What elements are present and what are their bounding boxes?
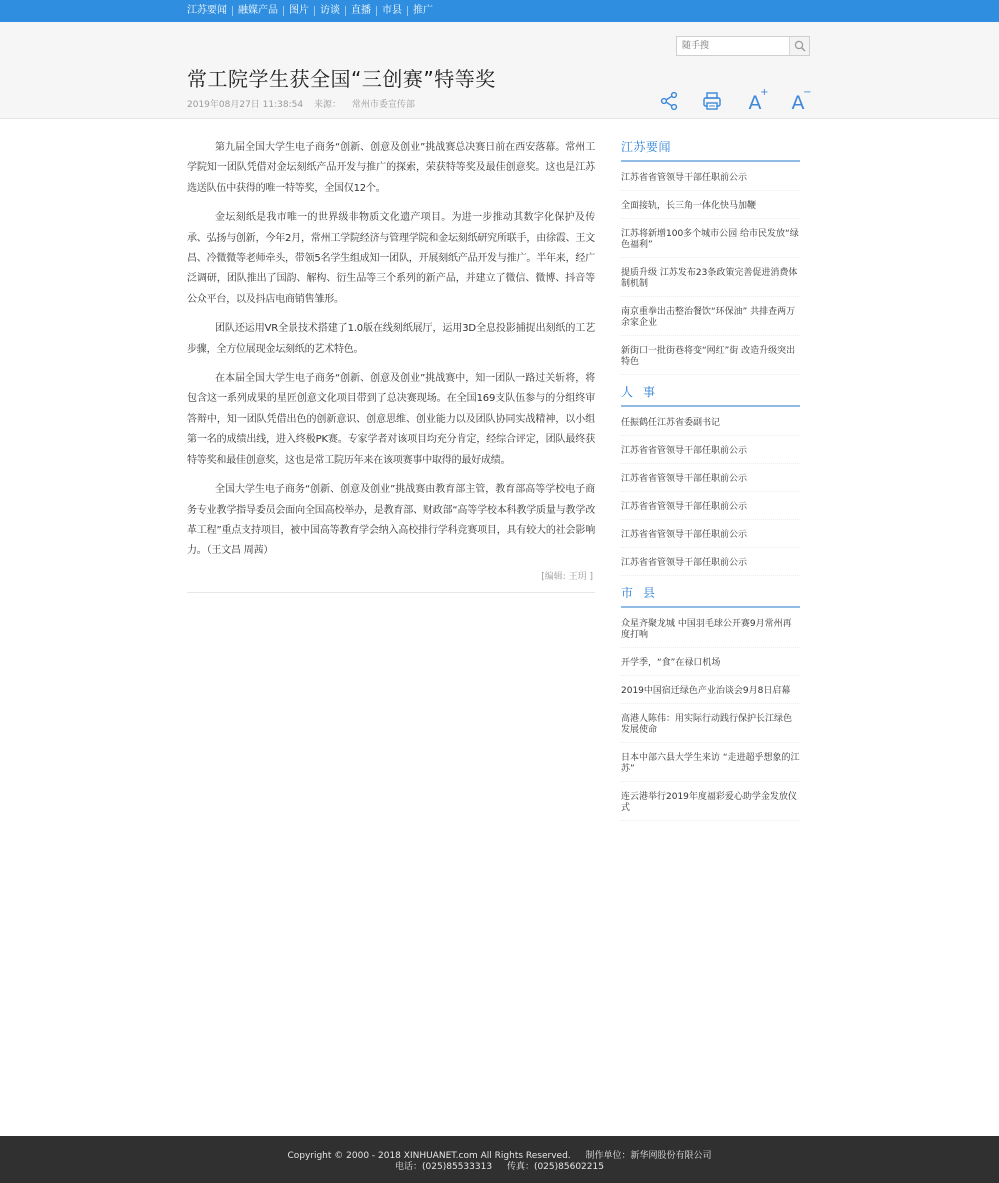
sidebar-heading-jiangsu-news[interactable]: 江苏要闻 (621, 138, 800, 162)
sidebar-news-link[interactable]: 新街口一批街巷将变“网红”街 改造升级突出特色 (621, 342, 800, 375)
sidebar-news-link[interactable]: 高港人陈伟：用实际行动践行保护长江绿色发展使命 (621, 710, 800, 743)
article-paragraph: 金坛刻纸是我市唯一的世界级非物质文化遗产项目。为进一步推动其数字化保护及传承、弘扬与创新，今年2月，常州工学院经济与管理学院和金坛刻纸研究所联手，由徐霞、王文昌、冷微微等老师牵头，带领5名学生组成知一团队，开展刻纸产品开发与推广。半年来，经广泛调研，团队推出了国韵、解构、衍生品等三个系列的新产品，并建立了微信、微博、抖音等公众平台，以及抖店电商销售雏形。 (187, 212, 595, 305)
nav-divider (314, 6, 315, 16)
top-nav-links (183, 0, 437, 22)
nav-item-live[interactable]: 直播 (351, 5, 371, 16)
article-tools (658, 87, 812, 114)
footer-copyright: Copyright © 2000 - 2018 XINHUANET.com All Rights Reserved. (287, 1151, 571, 1161)
top-nav-bar (0, 0, 999, 22)
sidebar-news-link[interactable]: 提质升级 江苏发布23条政策完善促进消费体制机制 (621, 264, 800, 297)
sidebar-news-link[interactable]: 南京重拳出击整治餐饮“环保油” 共排查两万余家企业 (621, 303, 800, 336)
search-icon (794, 37, 806, 56)
nav-item-promotion[interactable]: 推广 (413, 5, 433, 16)
page-footer (0, 1136, 999, 1183)
sidebar-news-link[interactable]: 江苏省省管领导干部任职前公示 (621, 442, 800, 464)
article-title: 常工院学生获全国“三创赛”特等奖 (187, 67, 496, 91)
nav-item-cities[interactable]: 市县 (382, 5, 402, 16)
sidebar-list-personnel (621, 414, 800, 576)
content-divider (187, 592, 595, 593)
sidebar-news-link[interactable]: 江苏省省管领导干部任职前公示 (621, 498, 800, 520)
sidebar-news-link[interactable]: 连云港举行2019年度福彩爱心助学金发放仪式 (621, 788, 800, 821)
article-paragraph: 第九届全国大学生电子商务“创新、创意及创业”挑战赛总决赛日前在西安落幕。常州工学院知一团队凭借对金坛刻纸产品开发与推广的探索，荣获特等奖及最佳创意奖。这也是江苏选送队伍中获得的唯一特等奖，全国仅12个。 (187, 142, 595, 194)
article-body (187, 138, 595, 571)
sidebar-news-link[interactable]: 开学季，“食”在禄口机场 (621, 654, 800, 676)
article-paragraph: 团队还运用VR全景技术搭建了1.0版在线刻纸展厅，运用3D全息投影捕捉出刻纸的工艺步骤，全方位展现金坛刻纸的艺术特色。 (187, 323, 595, 355)
sidebar-news-link[interactable]: 任振鹤任江苏省委副书记 (621, 414, 800, 436)
sidebar-news-link[interactable]: 江苏省省管领导干部任职前公示 (621, 526, 800, 548)
sidebar-heading-personnel[interactable]: 人事 (621, 383, 800, 407)
footer-line-2 (0, 1159, 999, 1172)
sidebar-news-link[interactable]: 众星齐聚龙城 中国羽毛球公开赛9月常州再度打响 (621, 615, 800, 648)
publish-datetime: 2019年08月27日 11:38:54 (187, 100, 304, 110)
sidebar-news-link[interactable]: 江苏省省管领导干部任职前公示 (621, 169, 800, 191)
nav-divider (376, 6, 377, 16)
sidebar-list-cities (621, 615, 800, 821)
source-label: 来源： (313, 100, 341, 110)
font-larger-button[interactable] (744, 87, 769, 114)
article-meta (187, 97, 423, 110)
font-smaller-icon: A − (791, 87, 812, 114)
share-button[interactable] (658, 92, 680, 114)
article-paragraph: 在本届全国大学生电子商务“创新、创意及创业”挑战赛中，知一团队一路过关斩将，将包含这一系列成果的星匠创意文化项目带到了总决赛现场。在全国169支队伍参与的分组终审答辩中，知一团队凭借出色的创新意识、创意思维、创业能力以及团队协同实战精神，以小组第一名的成绩出线，进入终极PK赛。专家学者对该项目均充分肯定，经综合评定，团队最终获特等奖和最佳创意奖，这也是常工院历年来在该项赛事中取得的最好成绩。 (187, 373, 595, 466)
sidebar-news-link[interactable]: 江苏省省管领导干部任职前公示 (621, 470, 800, 492)
sidebar-news-link[interactable]: 江苏省省管领导干部任职前公示 (621, 554, 800, 576)
sidebar-heading-cities[interactable]: 市县 (621, 584, 800, 608)
search-input[interactable] (677, 37, 799, 55)
print-icon (702, 91, 722, 115)
footer-producer: 制作单位：新华网股份有限公司 (585, 1151, 712, 1161)
article-header (0, 22, 999, 119)
nav-item-media-products[interactable]: 融媒产品 (238, 5, 278, 16)
article-paragraph: 全国大学生电子商务“创新、创意及创业”挑战赛由教育部主管，教育部高等学校电子商务专业教学指导委员会面向全国高校举办，是教育部、财政部“高等学校本科教学质量与教学改革工程”重点支持项目，被中国高等教育学会纳入高校排行学科竞赛项目，具有较大的社会影响力。（王文昌 周茜） (187, 484, 595, 557)
sidebar-list-jiangsu-news (621, 169, 800, 375)
footer-fax: 传真：(025)85602215 (506, 1162, 604, 1172)
sidebar-news-link[interactable]: 2019中国宿迁绿色产业治谈会9月8日启幕 (621, 682, 800, 704)
search-button[interactable] (789, 37, 809, 55)
footer-phone: 电话：(025)85533313 (395, 1162, 493, 1172)
print-button[interactable] (701, 92, 723, 114)
nav-divider (283, 6, 284, 16)
sidebar-news-link[interactable]: 日本中部六县大学生来访 “走进超乎想象的江苏” (621, 749, 800, 782)
share-icon (659, 91, 679, 115)
font-larger-icon: A + (748, 87, 769, 114)
nav-divider (407, 6, 408, 16)
sidebar-news-link[interactable]: 江苏将新增100多个城市公园 给市民发放“绿色福利” (621, 225, 800, 258)
nav-item-interviews[interactable]: 访谈 (320, 5, 340, 16)
font-smaller-button[interactable] (787, 87, 812, 114)
sidebar (621, 138, 800, 829)
nav-item-jiangsu-news[interactable]: 江苏要闻 (187, 5, 227, 16)
nav-divider (232, 6, 233, 16)
source-name: 常州市委宣传部 (351, 100, 415, 110)
nav-item-pictures[interactable]: 图片 (289, 5, 309, 16)
sidebar-news-link[interactable]: 全面接轨，长三角一体化快马加鞭 (621, 197, 800, 219)
nav-divider (345, 6, 346, 16)
editor-credit: [编辑: 王玥 ] (541, 572, 593, 582)
search-box (676, 36, 810, 56)
